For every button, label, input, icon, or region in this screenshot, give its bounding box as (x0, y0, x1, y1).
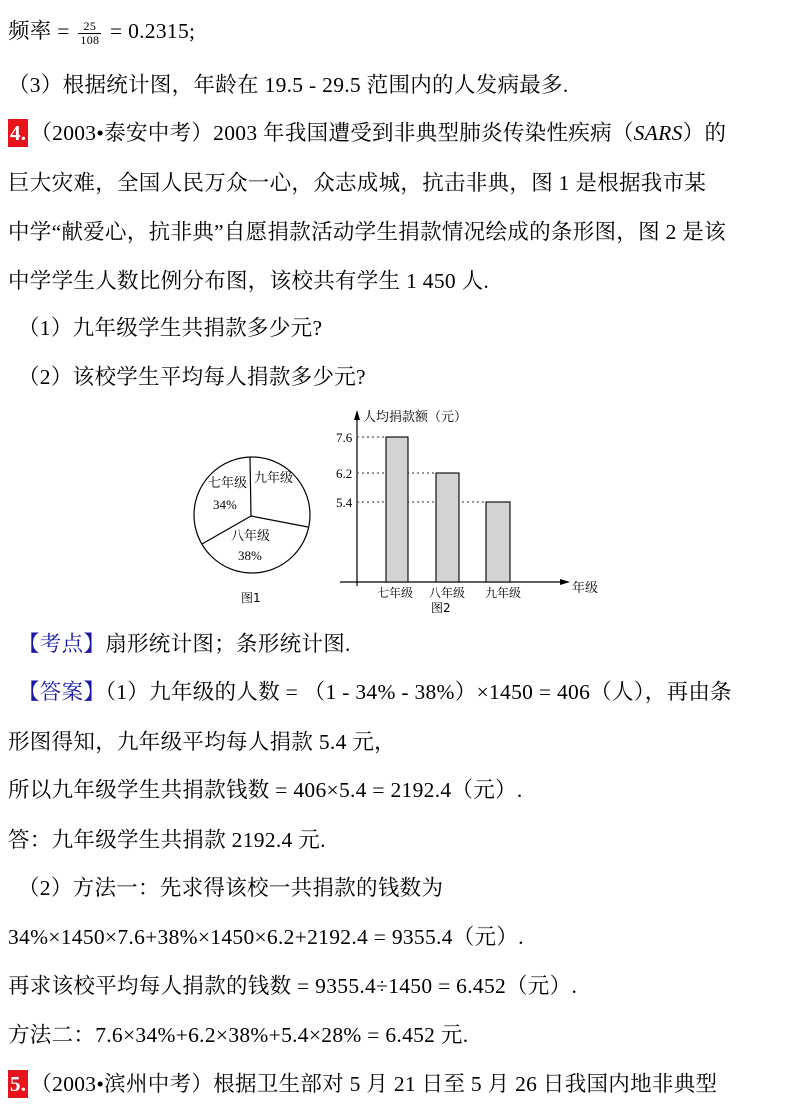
q4-line4: 中学学生人数比例分布图，该校共有学生 1 450 人. (8, 269, 490, 293)
bar-grade9 (486, 502, 510, 582)
pie-label-grade9: 九年级 (254, 471, 294, 486)
bar-title: 图2 (431, 601, 451, 615)
x-axis-arrow-icon (560, 579, 570, 585)
bar-grade8 (436, 473, 459, 582)
answer-line7: 再求该校平均每人捐款的钱数 = 9355.4÷1450 = 6.452（元）. (8, 974, 578, 998)
q4-subquestion-1: （1）九年级学生共捐款多少元? (18, 316, 323, 340)
figure-area (0, 400, 794, 620)
q4-line1 (8, 118, 726, 148)
answer-line2: 形图得知，九年级平均每人捐款 5.4 元， (8, 730, 396, 754)
answer-line4: 答：九年级学生共捐款 2192.4 元. (8, 828, 326, 852)
question-number-badge: 4. (10, 121, 27, 145)
frequency-result: = 0.2315; (104, 19, 196, 43)
answer-line8: 方法二：7.6×34%+6.2×38%+5.4×28% = 6.452 元. (8, 1023, 469, 1047)
pie-pct-grade7: 34% (213, 497, 237, 512)
kaodian-tag: 【考点】 (18, 632, 106, 656)
q5-line1 (8, 1069, 717, 1099)
question-number-badge: 5. (10, 1072, 27, 1096)
fraction-denominator: 108 (80, 32, 100, 47)
answer-line1-text: （1）九年级的人数 = （1 - 34% - 38%）×1450 = 406（人），再由条 (105, 680, 732, 704)
answer-line1 (18, 677, 732, 707)
y-tick-6.2: 6.2 (336, 466, 353, 481)
answer-line3: 所以九年级学生共捐款钱数 = 406×5.4 = 2192.4（元）. (8, 778, 523, 802)
y-tick-7.6: 7.6 (336, 430, 353, 445)
q4-line2: 巨大灾难，全国人民万众一心，众志成城，抗击非典，图 1 是根据我市某 (8, 171, 707, 195)
pie-title: 图1 (241, 591, 261, 605)
kaodian-line (18, 629, 351, 659)
pie-label-grade8: 八年级 (231, 529, 271, 544)
frequency-line (8, 16, 195, 47)
fraction-numerator: 25 (78, 20, 101, 34)
frequency-label: 频率 = (8, 19, 76, 43)
x-cat-grade7: 七年级 (377, 586, 414, 600)
part3-conclusion: （3）根据统计图，年龄在 19.5 - 29.5 范围内的人发病最多. (8, 73, 569, 97)
answer-line6: 34%×1450×7.6+38%×1450×6.2+2192.4 = 9355.4（元）. (8, 925, 524, 949)
q4-line1-text-a: （2003•泰安中考）2003 年我国遭受到非典型肺炎传染性疾病（ (30, 121, 634, 145)
x-axis-label: 年级 (572, 581, 599, 596)
kaodian-text: 扇形统计图；条形统计图. (105, 632, 351, 656)
answer-line5: （2）方法一：先求得该校一共捐款的钱数为 (18, 876, 444, 900)
q4-subquestion-2: （2）该校学生平均每人捐款多少元? (18, 365, 366, 389)
pie-label-grade7: 七年级 (208, 476, 248, 491)
x-cat-grade9: 九年级 (485, 586, 522, 600)
q4-line3: 中学“献爱心，抗非典”自愿捐款活动学生捐款情况绘成的条形图，图 2 是该 (8, 220, 726, 244)
y-axis-arrow-icon (354, 410, 360, 420)
q5-line1-text: （2003•滨州中考）根据卫生部对 5 月 21 日至 5 月 26 日我国内地非典型 (30, 1072, 718, 1096)
answer-tag: 【答案】 (18, 680, 106, 704)
q4-line1-text-b: ）的 (682, 121, 727, 145)
pie-chart (194, 457, 310, 605)
y-tick-5.4: 5.4 (336, 495, 353, 510)
frequency-fraction (78, 20, 101, 47)
pie-pct-grade8: 38% (238, 548, 262, 563)
sars-term: SARS (633, 121, 683, 145)
y-axis-label: 人均捐款额（元） (363, 410, 468, 425)
x-cat-grade8: 八年级 (429, 586, 466, 600)
bar-chart (336, 409, 598, 615)
bar-grade7 (386, 437, 408, 582)
